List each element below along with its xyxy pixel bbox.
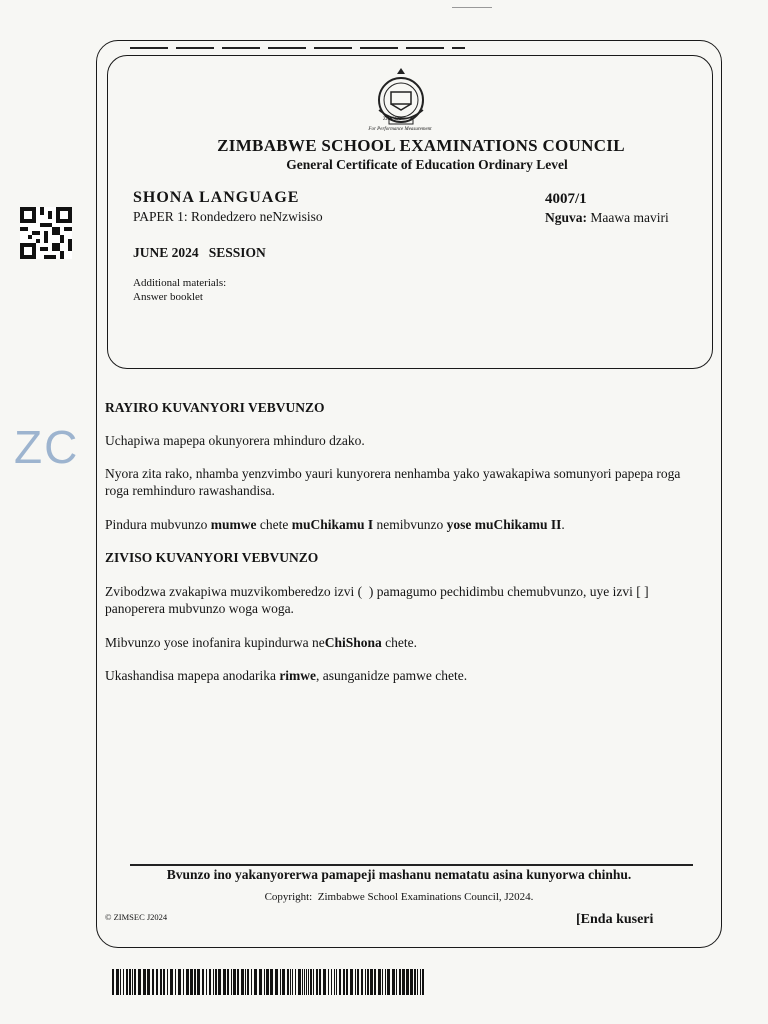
- information-3: [105, 667, 705, 684]
- information-1: Zvibodzwa zvakapiwa muzvikomberedzo izvi ( ) pamagumo pechidimbu chemubvunzo, uye izvi [ ] panoperera mubvunzo woga woga.: [105, 584, 652, 616]
- council-name: ZIMBABWE SCHOOL EXAMINATIONS COUNCIL: [217, 136, 625, 155]
- information-3-c: , asunganidze pamwe chete.: [316, 668, 468, 683]
- instruction-2: Nyora zita rako, nhamba yenzvimbo yauri kunyorera nenhamba yako yawakapiwa somunyori papepa roga roga remhinduro rawashandisa.: [105, 466, 681, 498]
- paper-title: PAPER 1: Rondedzero neNzwisiso: [133, 209, 323, 224]
- information-2-c: chete.: [381, 635, 417, 650]
- zimsec-crest-icon: [373, 66, 429, 136]
- additional-materials: [133, 276, 226, 304]
- footer-rule: [130, 864, 693, 866]
- qr-code: [20, 207, 72, 259]
- instruction-3-d: muChikamu I: [291, 517, 374, 532]
- instruction-3-f: yose muChikamu II: [446, 517, 562, 532]
- instruction-1: Uchapiwa mapepa okunyorera mhinduro dzako.: [105, 433, 365, 448]
- turn-over: [Enda kuseri: [576, 912, 654, 927]
- instructions-heading: RAYIRO KUVANYORI VEBVUNZO: [105, 400, 325, 415]
- information-3-a: Ukashandisa mapepa anodarika: [105, 668, 280, 683]
- page-count-note: Bvunzo ino yakanyorerwa pamapeji mashanu nematatu asina kunyorwa chinhu.: [166, 867, 632, 882]
- information-2: [105, 634, 705, 651]
- zimsec-mark: © ZIMSEC J2024: [105, 912, 168, 922]
- duration: [545, 210, 669, 226]
- session: JUNE 2024 SESSION: [133, 245, 266, 260]
- frame-dashed-line: [130, 47, 465, 49]
- information-3-b: rimwe: [279, 668, 317, 683]
- materials-line-2: Answer booklet: [133, 291, 203, 303]
- instruction-3-c: chete: [256, 517, 292, 532]
- information-2-a: Mibvunzo yose inofanira kupindurwa ne: [105, 635, 325, 650]
- instruction-3-a: Pindura mubvunzo: [105, 517, 211, 532]
- materials-line-1: Additional materials:: [133, 277, 227, 289]
- duration-label: Nguva:: [545, 210, 588, 225]
- instruction-3-g: .: [561, 517, 565, 532]
- instruction-3-b: mumwe: [210, 517, 257, 532]
- exam-level: General Certificate of Education Ordinary Level: [286, 157, 568, 172]
- information-heading: ZIVISO KUVANYORI VEBVUNZO: [105, 550, 319, 565]
- subject-title: SHONA LANGUAGE: [133, 189, 300, 206]
- instruction-3-e: nemibvunzo: [373, 517, 447, 532]
- margin-watermark: ZC: [14, 421, 80, 473]
- instruction-3: [105, 516, 705, 533]
- copyright: Copyright: Zimbabwe School Examinations Council, J2024.: [264, 891, 534, 903]
- information-2-b: ChiShona: [324, 635, 382, 650]
- logo-motto: For Performance Measurement: [368, 127, 432, 132]
- duration-value: Maawa maviri: [590, 210, 669, 225]
- paper-code: 4007/1: [545, 191, 587, 207]
- logo-label: ZIMSEC: [383, 117, 402, 122]
- scan-artifact-line: [452, 7, 492, 8]
- barcode: [112, 969, 424, 995]
